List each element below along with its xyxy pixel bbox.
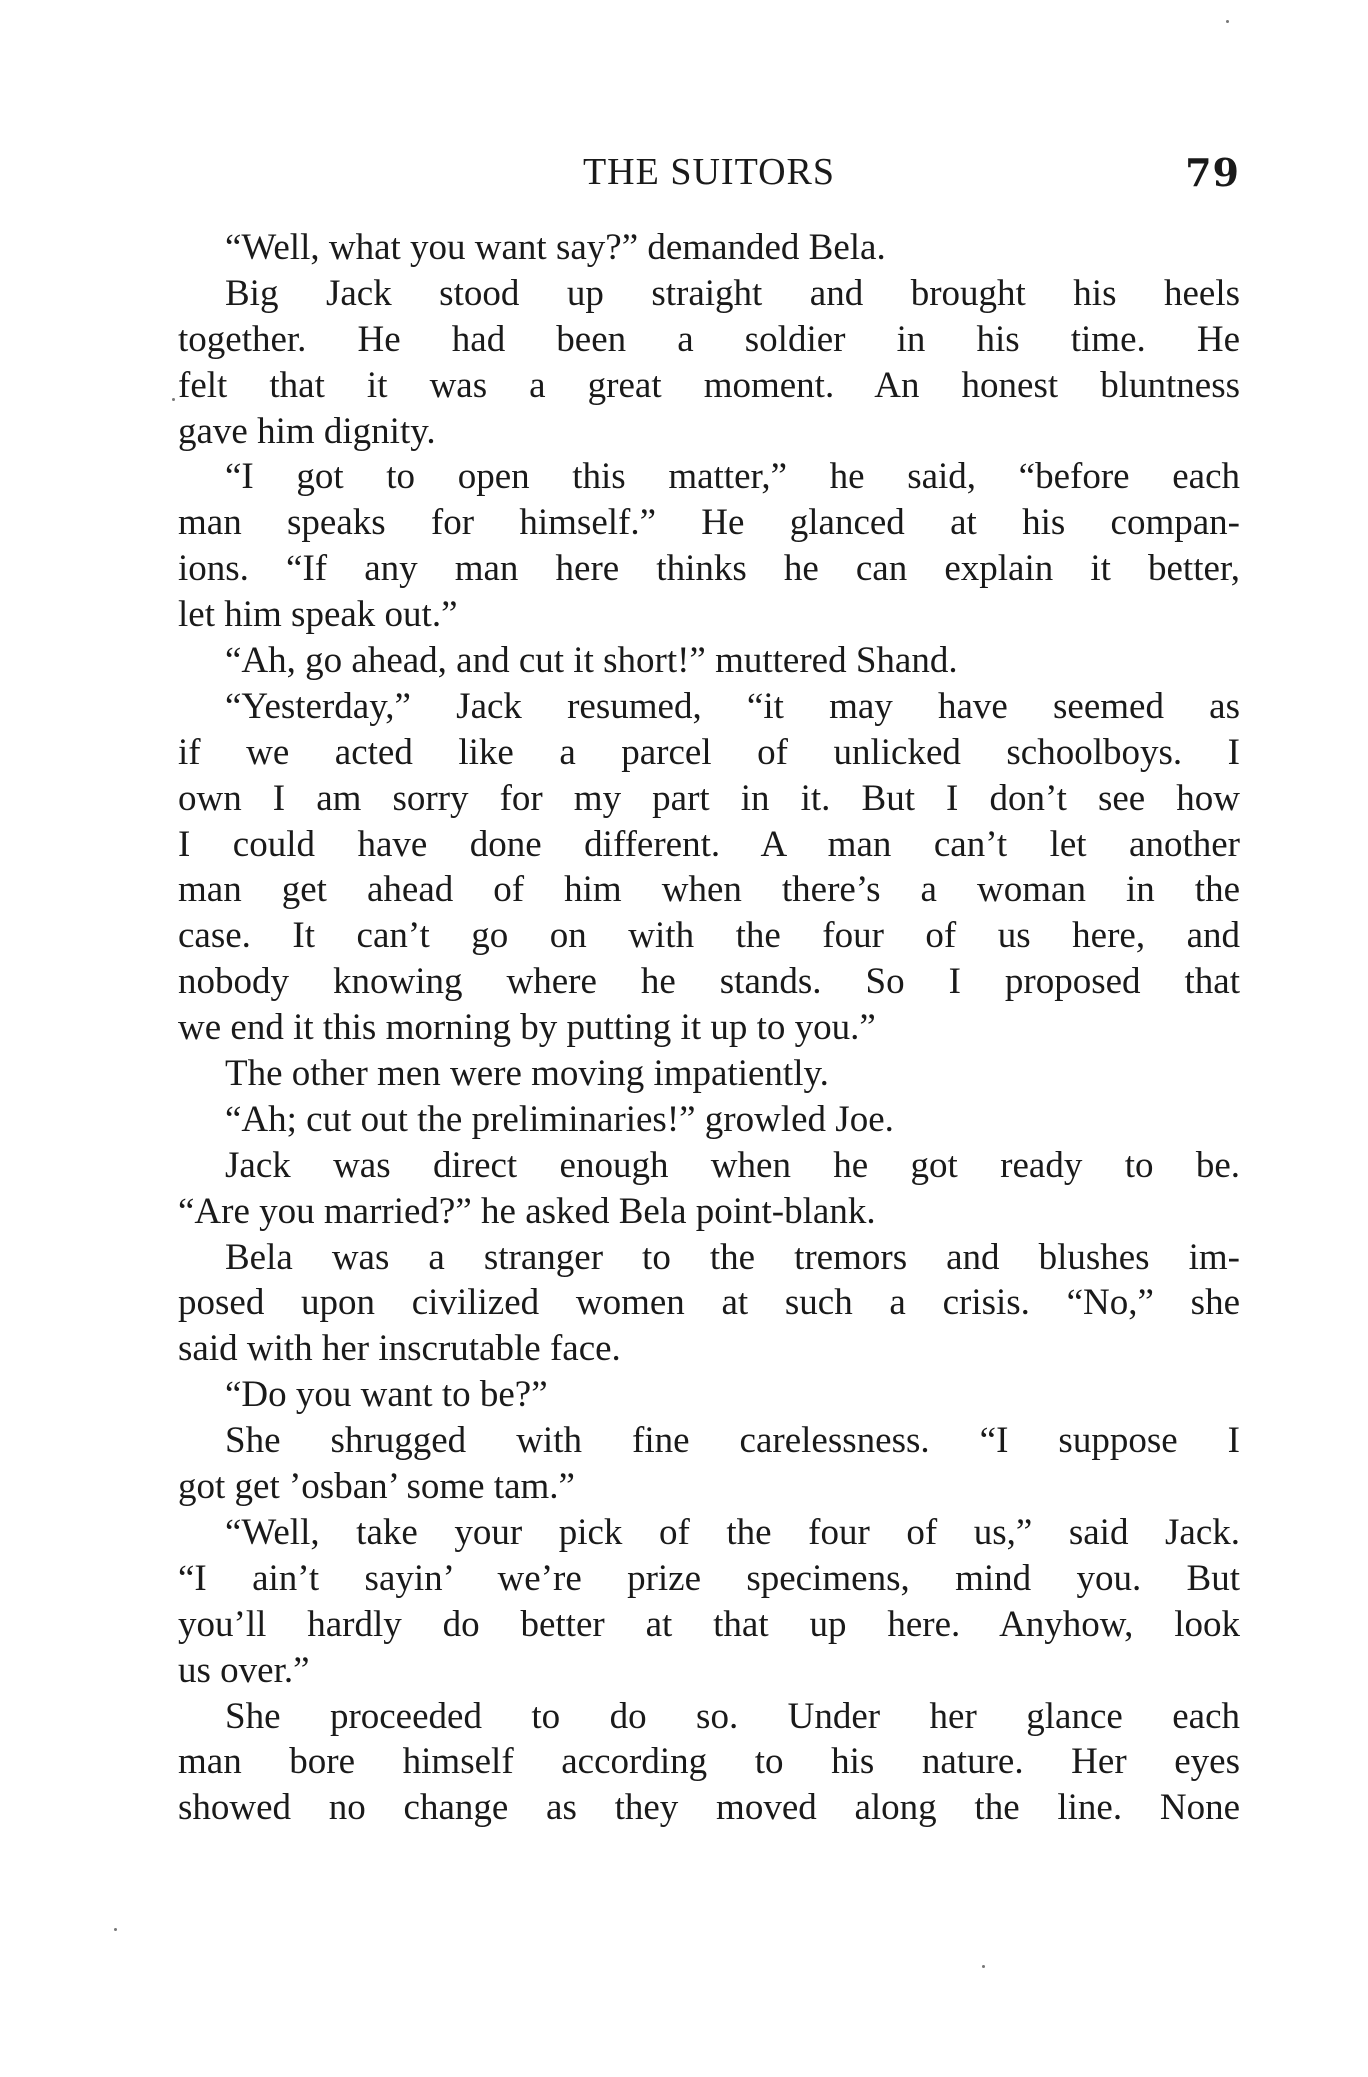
- text-line: Jack was direct enough when he got ready to be.: [225, 1144, 1240, 1186]
- text-line: “Ah; cut out the preliminaries!” growled Joe.: [225, 1098, 894, 1140]
- page-number: 79: [1185, 150, 1240, 195]
- text-line: we end it this morning by putting it up to you.”: [178, 1007, 876, 1049]
- text-line: nobody knowing where he stands. So I proposed that: [178, 961, 1240, 1003]
- text-line: ions. “If any man here thinks he can explain it better,: [178, 548, 1240, 590]
- text-line: showed no change as they moved along the line. None: [178, 1787, 1240, 1829]
- text-line: “Yesterday,” Jack resumed, “it may have seemed as: [225, 685, 1240, 727]
- text-line: Bela was a stranger to the tremors and blushes im-: [225, 1236, 1240, 1278]
- text-line: She proceeded to do so. Under her glance each: [225, 1695, 1240, 1737]
- text-line: felt that it was a great moment. An honest bluntness: [178, 364, 1240, 406]
- text-line: “Are you married?” he asked Bela point-blank.: [178, 1190, 876, 1232]
- text-line: you’ll hardly do better at that up here. Anyhow, look: [178, 1603, 1240, 1645]
- body-text: [178, 225, 1240, 1831]
- text-line: “I ain’t sayin’ we’re prize specimens, mind you. But: [178, 1557, 1240, 1599]
- running-title: THE SUITORS: [582, 151, 836, 193]
- text-line: posed upon civilized women at such a crisis. “No,” she: [178, 1282, 1240, 1324]
- text-line: She shrugged with fine carelessness. “I suppose I: [225, 1420, 1240, 1462]
- text-line: “Do you want to be?”: [225, 1374, 548, 1416]
- text-line: Big Jack stood up straight and brought his heels: [225, 272, 1240, 314]
- text-line: gave him dignity.: [178, 410, 436, 452]
- paper-speck: [982, 1965, 985, 1968]
- text-line: man get ahead of him when there’s a woman in the: [178, 869, 1240, 911]
- text-line: case. It can’t go on with the four of us here, and: [178, 915, 1240, 957]
- text-line: “Well, what you want say?” demanded Bela.: [225, 227, 886, 268]
- text-line: I could have done different. A man can’t let another: [178, 823, 1240, 865]
- paper-speck: [1226, 20, 1229, 23]
- text-line: man bore himself according to his nature. Her eyes: [178, 1741, 1240, 1783]
- text-line: man speaks for himself.” He glanced at his compan-: [178, 502, 1240, 544]
- text-line: The other men were moving impatiently.: [225, 1053, 829, 1095]
- text-line: us over.”: [178, 1649, 310, 1691]
- text-line: got get ’osban’ some tam.”: [178, 1466, 575, 1508]
- text-line: own I am sorry for my part in it. But I don’t see how: [178, 777, 1240, 819]
- text-line: “Ah, go ahead, and cut it short!” muttered Shand.: [225, 640, 958, 682]
- paper-speck: [172, 398, 175, 401]
- text-line: “I got to open this matter,” he said, “before each: [225, 456, 1240, 498]
- running-header: [178, 150, 1240, 200]
- text-line: let him speak out.”: [178, 594, 458, 636]
- text-line: together. He had been a soldier in his time. He: [178, 318, 1240, 360]
- text-line: said with her inscrutable face.: [178, 1328, 621, 1370]
- text-line: if we acted like a parcel of unlicked schoolboys. I: [178, 731, 1240, 773]
- paper-speck: [114, 1928, 117, 1931]
- text-line: “Well, take your pick of the four of us,” said Jack.: [225, 1511, 1240, 1553]
